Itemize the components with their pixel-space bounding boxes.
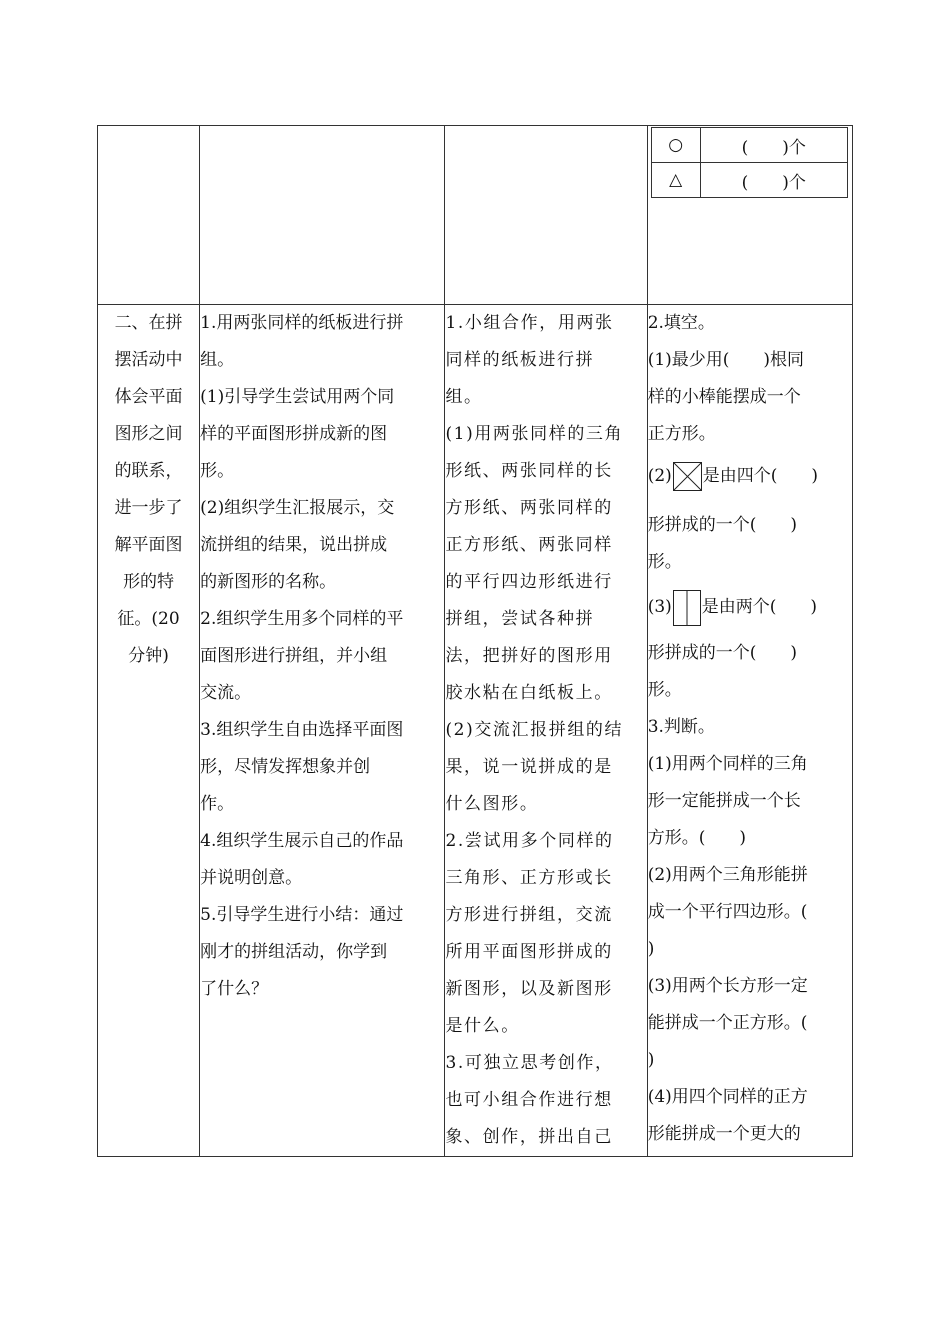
teacher-line: 了什么？ (200, 979, 269, 999)
judge-line: 能拼成一个正方形。( (647, 1013, 808, 1033)
student-line: 2.尝试用多个同样的 (445, 831, 614, 851)
teacher-line: 2.组织学生用多个同样的平 (200, 609, 404, 629)
student-line: 胶水粘在白纸板上。 (445, 683, 613, 703)
judge-title: 3.判断。 (647, 717, 715, 737)
teacher-line: 3.组织学生自由选择平面图 (200, 720, 404, 740)
teacher-line: 形，尽情发挥想象并创 (200, 757, 371, 777)
student-line: 方形进行拼组，交流 (445, 905, 613, 925)
teacher-line: 4.组织学生展示自己的作品 (200, 831, 404, 851)
student-line: 法，把拼好的图形用 (445, 646, 613, 666)
teacher-line: 流拼组的结果，说出拼成 (200, 535, 388, 555)
stage-line: 解平面图 (114, 535, 183, 555)
stage-line: 的联系， (114, 461, 183, 481)
teacher-activity-cell (200, 305, 445, 1157)
student-line: 果，说一说拼成的是 (445, 757, 613, 777)
student-line: 1.小组合作，用两张 (445, 313, 614, 333)
student-line: (1)用两张同样的三角 (445, 424, 624, 444)
q2-prefix: (2) (647, 466, 672, 486)
teacher-line: (1)引导学生尝试用两个同 (200, 387, 395, 407)
triangle-symbol: △ (651, 163, 700, 198)
judge-line: (4)用四个同样的正方 (647, 1087, 808, 1107)
student-line: 什么图形。 (445, 794, 539, 814)
stage-line: 二、在拼 (114, 313, 183, 333)
q1-line: 正方形。 (647, 424, 716, 444)
stage-line: 体会平面 (114, 387, 183, 407)
judge-line: (3)用两个长方形一定 (647, 976, 808, 996)
q3-line: 形拼成的一个( ) (647, 643, 797, 663)
student-line: 的平行四边形纸进行 (445, 572, 613, 592)
q3-after: 是由两个( ) (701, 597, 818, 617)
stage-text (98, 305, 199, 675)
teacher-line: 并说明创意。 (200, 868, 303, 888)
q3-line: 形。 (647, 680, 682, 700)
q2-line: 形拼成的一个( ) (647, 515, 797, 535)
student-activity-cell (445, 305, 647, 1157)
stage-line: 摆活动中 (114, 350, 183, 370)
q2-line: 形。 (647, 552, 682, 572)
q3-prefix: (3) (647, 597, 672, 617)
teacher-line: (2)组织学生汇报展示，交 (200, 498, 395, 518)
teacher-cell-empty (200, 126, 445, 305)
student-line: 拼组，尝试各种拼 (445, 609, 595, 629)
judge-line: 形一定能拼成一个长 (647, 791, 801, 811)
q2-line (648, 453, 852, 499)
student-line: (2)交流汇报拼组的结 (445, 720, 624, 740)
stage-line: 分钟) (128, 646, 169, 666)
teacher-line: 样的平面图形拼成新的图 (200, 424, 388, 444)
fill-in-title: 2.填空。 (647, 313, 715, 333)
judge-line: 形能拼成一个更大的 (647, 1124, 801, 1144)
q1-line: (1)最少用( )根同 (647, 350, 805, 370)
two-rectangles-icon (673, 590, 701, 626)
student-line: 是什么。 (445, 1016, 520, 1036)
stage-line: 征。(20 (117, 609, 180, 629)
student-line: 方形纸、两张同样的 (445, 498, 613, 518)
q1-line: 样的小棒能摆成一个 (647, 387, 801, 407)
student-line: 同样的纸板进行拼 (445, 350, 595, 370)
shape-count-table (651, 127, 848, 198)
stage-cell (98, 305, 200, 1157)
teacher-line: 面图形进行拼组，并小组 (200, 646, 388, 666)
stage-line: 进一步了 (114, 498, 183, 518)
student-line: 3.可独立思考创作， (445, 1053, 614, 1073)
teacher-line: 交流。 (200, 683, 252, 703)
teacher-line: 作。 (200, 794, 235, 814)
table-row (651, 163, 847, 198)
q3-line (648, 584, 852, 630)
lesson-table (97, 125, 853, 1157)
teacher-line: 5.引导学生进行小结：通过 (200, 905, 404, 925)
q2-after: 是由四个( ) (702, 466, 819, 486)
table-row (98, 126, 853, 305)
exercise-cell-top (647, 126, 852, 305)
circle-symbol: ○ (651, 128, 700, 163)
judge-line: 成一个平行四边形。( (647, 902, 808, 922)
count-blank: ( )个 (700, 163, 847, 198)
stage-line: 形的特 (123, 572, 175, 592)
teacher-line: 组。 (200, 350, 235, 370)
square-with-diagonals-icon (673, 462, 702, 491)
judge-line: ) (647, 939, 655, 959)
table-row (98, 305, 853, 1157)
teacher-line: 的新图形的名称。 (200, 572, 337, 592)
student-line: 组。 (445, 387, 483, 407)
student-line: 象、创作，拼出自己 (445, 1127, 613, 1147)
student-line: 三角形、正方形或长 (445, 868, 613, 888)
judge-line: ) (647, 1050, 655, 1070)
judge-line: (2)用两个三角形能拼 (647, 865, 808, 885)
exercise-cell (647, 305, 852, 1157)
student-line: 新图形，以及新图形 (445, 979, 613, 999)
student-line: 形纸、两张同样的长 (445, 461, 613, 481)
teacher-line: 1.用两张同样的纸板进行拼 (200, 313, 404, 333)
stage-line: 图形之间 (114, 424, 183, 444)
judge-line: (1)用两个同样的三角 (647, 754, 808, 774)
teacher-line: 刚才的拼组活动，你学到 (200, 942, 388, 962)
student-line: 也可小组合作进行想 (445, 1090, 613, 1110)
count-blank: ( )个 (700, 128, 847, 163)
table-row (651, 128, 847, 163)
student-line: 所用平面图形拼成的 (445, 942, 613, 962)
judge-line: 方形。( ) (647, 828, 746, 848)
student-cell-empty (445, 126, 647, 305)
teacher-line: 形。 (200, 461, 235, 481)
stage-cell-empty (98, 126, 200, 305)
student-line: 正方形纸、两张同样 (445, 535, 613, 555)
